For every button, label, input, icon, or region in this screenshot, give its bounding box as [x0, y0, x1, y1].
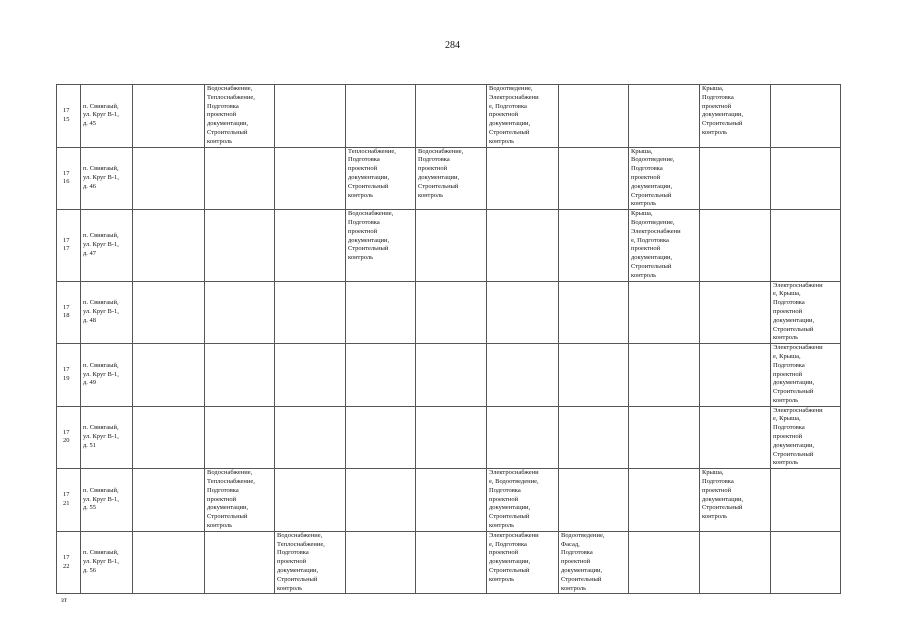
work-cell	[771, 85, 841, 148]
work-cell	[205, 406, 275, 469]
work-cell	[275, 85, 346, 148]
work-cell	[487, 85, 559, 148]
work-cell	[133, 531, 205, 594]
work-cell	[559, 344, 629, 407]
row-number-cell	[57, 147, 81, 210]
work-cell	[205, 281, 275, 344]
work-cell	[275, 531, 346, 594]
table-row	[57, 85, 841, 148]
work-cell	[700, 147, 771, 210]
address-cell	[81, 406, 133, 469]
work-cell	[416, 281, 487, 344]
work-cell	[205, 344, 275, 407]
work-cell	[629, 406, 700, 469]
work-cell	[771, 469, 841, 532]
work-cell	[205, 210, 275, 281]
work-cell	[133, 469, 205, 532]
work-cell	[487, 406, 559, 469]
footer-mark: зт	[61, 596, 67, 604]
work-cell	[346, 210, 416, 281]
work-cell	[275, 147, 346, 210]
work-text: Водоснабжение, Теплоснабжение, Подготовка проектной документации, Строительный контроль	[207, 469, 255, 530]
work-cell	[700, 344, 771, 407]
row-number: 17 16	[63, 169, 70, 186]
work-cell	[205, 147, 275, 210]
address-text: п. Свиягаый, ул. Круг В-1, д. 46	[83, 165, 119, 190]
work-cell	[133, 147, 205, 210]
work-cell	[487, 469, 559, 532]
work-cell	[346, 281, 416, 344]
work-cell	[133, 344, 205, 407]
table-row	[57, 469, 841, 532]
work-cell	[629, 147, 700, 210]
work-text: Крыша, Водоотведение, Электроснабжени е, Подготовка проектной документации, Строительный контроль	[631, 210, 681, 279]
address-text: п. Свиягаый, ул. Круг В-1, д. 51	[83, 424, 119, 449]
work-cell	[559, 281, 629, 344]
row-number: 17 17	[63, 236, 70, 253]
work-cell	[487, 531, 559, 594]
address-text: п. Свиягаый, ул. Круг В-1, д. 56	[83, 549, 119, 575]
work-cell	[771, 531, 841, 594]
table-row	[57, 531, 841, 594]
work-cell	[559, 210, 629, 281]
address-cell	[81, 531, 133, 594]
work-cell	[700, 469, 771, 532]
row-number: 17 22	[63, 553, 70, 570]
row-number-cell	[57, 210, 81, 281]
row-number-cell	[57, 406, 81, 469]
work-text: Электроснабжени е, Подготовка проектной документации, Строительный контроль	[489, 531, 539, 583]
page-number: 284	[445, 40, 460, 51]
table-row	[57, 406, 841, 469]
work-cell	[133, 281, 205, 344]
work-cell	[416, 210, 487, 281]
work-cell	[346, 406, 416, 469]
work-text: Водоснабжение, Подготовка проектной документации, Строительный контроль	[348, 210, 394, 262]
address-cell	[81, 147, 133, 210]
work-cell	[487, 210, 559, 281]
work-cell	[346, 147, 416, 210]
work-cell	[771, 406, 841, 469]
address-text: п. Свиягаый, ул. Круг В-1, д. 49	[83, 361, 119, 387]
work-text: Электроснабжени е, Водоотведение, Подготовка проектной документации, Строительный контроль	[489, 469, 539, 530]
work-cell	[771, 344, 841, 407]
work-cell	[346, 469, 416, 532]
work-text: Теплоснабжение, Подготовка проектной документации, Строительный контроль	[348, 147, 396, 199]
row-number-cell	[57, 281, 81, 344]
work-cell	[416, 85, 487, 148]
work-cell	[771, 147, 841, 210]
address-cell	[81, 469, 133, 532]
table-row	[57, 344, 841, 407]
work-cell	[346, 344, 416, 407]
work-cell	[771, 210, 841, 281]
work-text: Электроснабжени е, Крыша, Подготовка проектной документации, Строительный контроль	[773, 406, 823, 467]
work-cell	[133, 210, 205, 281]
work-cell	[559, 406, 629, 469]
work-text: Крыша, Подготовка проектной документации, Строительный контроль	[702, 469, 744, 521]
work-cell	[559, 85, 629, 148]
repair-schedule-table	[56, 84, 841, 594]
work-cell	[416, 531, 487, 594]
address-text: п. Свиягаый, ул. Круг В-1, д. 47	[83, 232, 119, 257]
work-cell	[487, 281, 559, 344]
row-number: 17 21	[63, 491, 70, 508]
work-text: Крыша, Водоотведение, Подготовка проектной документации, Строительный контроль	[631, 147, 675, 208]
work-text: Электроснабжени е, Крыша, Подготовка проектной документации, Строительный контроль	[773, 344, 823, 404]
address-cell	[81, 344, 133, 407]
work-text: Водоснабжение, Теплоснабжение, Подготовка проектной документации, Строительный контроль	[277, 531, 325, 592]
work-cell	[133, 406, 205, 469]
work-cell	[416, 469, 487, 532]
work-cell	[700, 85, 771, 148]
address-text: п. Свиягаый, ул. Круг В-1, д. 55	[83, 486, 119, 512]
work-cell	[205, 531, 275, 594]
work-cell	[629, 85, 700, 148]
work-cell	[275, 469, 346, 532]
work-cell	[559, 469, 629, 532]
work-cell	[629, 469, 700, 532]
work-text: Водоснабжение, Теплоснабжение, Подготовка проектной документации, Строительный контроль	[207, 85, 255, 145]
work-text: Водоотведение, Фасад, Подготовка проектной документации, Строительный контроль	[561, 531, 605, 592]
work-cell	[700, 281, 771, 344]
work-cell	[629, 344, 700, 407]
address-text: п. Свиягаый, ул. Круг В-1, д. 45	[83, 102, 119, 128]
address-cell	[81, 281, 133, 344]
address-cell	[81, 85, 133, 148]
work-cell	[275, 406, 346, 469]
work-cell	[275, 344, 346, 407]
work-cell	[700, 210, 771, 281]
row-number-cell	[57, 531, 81, 594]
table-row	[57, 210, 841, 281]
table-body	[57, 85, 841, 594]
row-number: 17 15	[63, 106, 70, 123]
work-text: Водоотведение, Электроснабжени е, Подготовка проектной документации, Строительный контроль	[489, 85, 539, 145]
work-cell	[700, 406, 771, 469]
row-number: 17 19	[63, 366, 70, 382]
work-cell	[416, 147, 487, 210]
work-cell	[346, 531, 416, 594]
work-cell	[559, 531, 629, 594]
work-cell	[275, 281, 346, 344]
work-cell	[205, 469, 275, 532]
work-cell	[205, 85, 275, 148]
work-cell	[771, 281, 841, 344]
work-cell	[416, 406, 487, 469]
work-cell	[629, 281, 700, 344]
work-text: Крыша, Подготовка проектной документации, Строительный контроль	[702, 85, 744, 136]
table-row	[57, 281, 841, 344]
work-cell	[559, 147, 629, 210]
row-number: 17 20	[63, 428, 70, 445]
work-cell	[346, 85, 416, 148]
work-cell	[700, 531, 771, 594]
row-number: 17 18	[63, 303, 70, 320]
work-cell	[275, 210, 346, 281]
row-number-cell	[57, 469, 81, 532]
work-cell	[629, 210, 700, 281]
work-text: Водоснабжение, Подготовка проектной документации, Строительный контроль	[418, 147, 464, 199]
address-text: п. Свиягаый, ул. Круг В-1, д. 48	[83, 299, 119, 324]
work-cell	[629, 531, 700, 594]
address-cell	[81, 210, 133, 281]
row-number-cell	[57, 85, 81, 148]
work-cell	[133, 85, 205, 148]
row-number-cell	[57, 344, 81, 407]
work-cell	[487, 147, 559, 210]
work-text: Электроснабжени е, Крыша, Подготовка проектной документации, Строительный контроль	[773, 281, 823, 342]
work-cell	[416, 344, 487, 407]
work-cell	[487, 344, 559, 407]
table-row	[57, 147, 841, 210]
